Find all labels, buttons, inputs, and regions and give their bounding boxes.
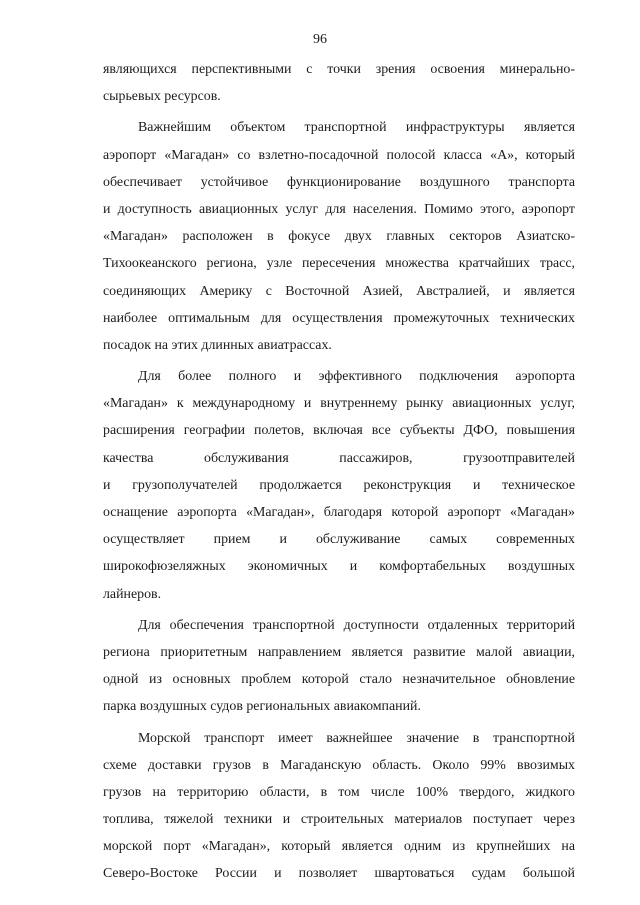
text-line: являющихся перспективными с точки зрения освоения минерально- (103, 62, 575, 77)
text-line: соединяющих Америку с Восточной Азией, Австралией, и является (103, 283, 575, 299)
text-line: широкофюзеляжных экономичных и комфортабельных воздушных (103, 559, 575, 575)
paragraph (103, 612, 575, 721)
text-line: и грузополучателей продолжается реконструкция и техническое (103, 477, 575, 493)
text-line: Для обеспечения транспортной доступности отдаленных территорий (138, 617, 575, 633)
text-line: качества обслуживания пассажиров, грузоотправителей (103, 450, 575, 466)
text-line: наиболее оптимальным для осуществления промежуточных технических (103, 310, 575, 326)
text-line: осуществляет прием и обслуживание самых современных (103, 532, 575, 548)
document-body (103, 56, 575, 888)
paragraph (103, 114, 575, 359)
text-line: Морской транспорт имеет важнейшее значение в транспортной (138, 730, 575, 746)
text-line: Тихоокеанского региона, узле пересечения множества кратчайших трасс, (103, 256, 575, 272)
paragraph (103, 363, 575, 608)
text-line: морской порт «Магадан», который является одним из крупнейших на (103, 839, 575, 855)
text-line: одной из основных проблем которой стало незначительное обновление (103, 672, 575, 688)
text-line: топлива, тяжелой техники и строительных материалов поступает через (103, 812, 575, 828)
text-line: расширения географии полетов, включая все субъекты ДФО, повышения (103, 423, 575, 439)
page-number: 96 (313, 32, 327, 47)
paragraph (103, 725, 575, 888)
text-line: Северо-Востоке России и позволяет швартоваться судам большой (103, 866, 575, 882)
text-line: парка воздушных судов региональных авиакомпаний. (103, 699, 421, 715)
text-line: грузов на территорию области, в том числе 100% твердого, жидкого (103, 784, 575, 800)
text-line: «Магадан» к международному и внутреннему рынку авиационных услуг, (103, 396, 575, 412)
text-line: сырьевых ресурсов. (103, 89, 221, 105)
text-line: и доступность авиационных услуг для населения. Помимо этого, аэропорт (103, 201, 575, 217)
text-line: обеспечивает устойчивое функционирование воздушного транспорта (103, 174, 575, 190)
text-line: лайнеров. (103, 586, 162, 602)
text-line: региона приоритетным направлением является развитие малой авиации, (103, 644, 575, 660)
text-line: схеме доставки грузов в Магаданскую область. Около 99% ввозимых (103, 757, 575, 773)
text-line: Важнейшим объектом транспортной инфраструктуры является (138, 120, 575, 136)
text-line: оснащение аэропорта «Магадан», благодаря которой аэропорт «Магадан» (103, 505, 575, 520)
text-line: «Магадан» расположен в фокусе двух главных секторов Азиатско- (103, 229, 575, 245)
paragraph (103, 56, 575, 110)
text-line: аэропорт «Магадан» со взлетно-посадочной полосой класса «А», который (103, 147, 575, 163)
text-line: посадок на этих длинных авиатрассах. (103, 337, 332, 353)
text-line: Для более полного и эффективного подключения аэропорта (138, 369, 575, 385)
